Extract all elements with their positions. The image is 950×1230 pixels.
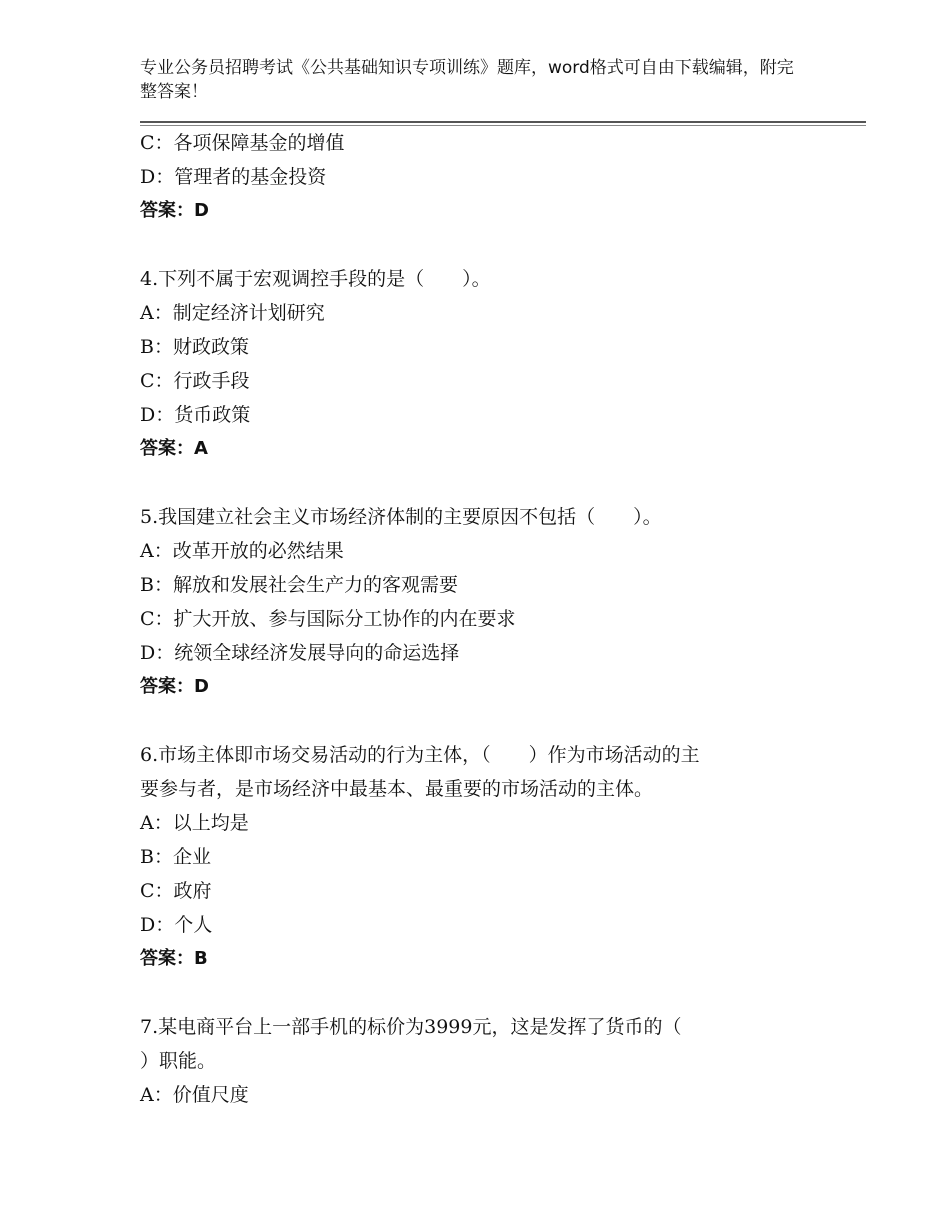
question-text: 5.我国建立社会主义市场经济体制的主要原因不包括（ ）。 xyxy=(140,506,662,528)
question-text-line-1: 6.市场主体即市场交易活动的行为主体，（ ）作为市场活动的主 xyxy=(140,744,700,766)
answer-label: 答案：B xyxy=(140,948,208,969)
spacer xyxy=(140,466,840,500)
spacer xyxy=(140,704,840,738)
option-d: D：管理者的基金投资 xyxy=(140,166,327,188)
question-list xyxy=(140,126,840,1112)
option-b: B：企业 xyxy=(140,846,211,868)
answer-label: 答案：A xyxy=(140,438,208,459)
question-7 xyxy=(140,1010,840,1112)
spacer xyxy=(140,976,840,1010)
question-text-line-1: 7.某电商平台上一部手机的标价为3999元，这是发挥了货币的（ xyxy=(140,1016,682,1038)
header-rule-thick xyxy=(140,121,866,123)
option-c: C：各项保障基金的增值 xyxy=(140,132,345,154)
question-6 xyxy=(140,738,840,976)
option-b: B：财政政策 xyxy=(140,336,249,358)
question-4 xyxy=(140,262,840,466)
question-text-line-2: ）职能。 xyxy=(140,1050,217,1072)
option-d: D：个人 xyxy=(140,914,213,936)
option-c: C：扩大开放、参与国际分工协作的内在要求 xyxy=(140,608,516,630)
answer-label: 答案：D xyxy=(140,200,209,221)
answer-label: 答案：D xyxy=(140,676,209,697)
option-c: C：行政手段 xyxy=(140,370,250,392)
page-header: 专业公务员招聘考试《公共基础知识专项训练》题库，word格式可自由下载编辑，附完整答案！ xyxy=(140,58,794,102)
question-3-continuation xyxy=(140,126,840,228)
option-b: B：解放和发展社会生产力的客观需要 xyxy=(140,574,458,596)
question-text: 4.下列不属于宏观调控手段的是（ ）。 xyxy=(140,268,491,290)
option-c: C：政府 xyxy=(140,880,212,902)
question-text-line-2: 要参与者，是市场经济中最基本、最重要的市场活动的主体。 xyxy=(140,778,654,800)
option-d: D：统领全球经济发展导向的命运选择 xyxy=(140,642,460,664)
option-d: D：货币政策 xyxy=(140,404,251,426)
option-a: A：价值尺度 xyxy=(140,1084,249,1106)
option-a: A：改革开放的必然结果 xyxy=(140,540,344,562)
question-5 xyxy=(140,500,840,704)
spacer xyxy=(140,228,840,262)
option-a: A：以上均是 xyxy=(140,812,249,834)
option-a: A：制定经济计划研究 xyxy=(140,302,325,324)
